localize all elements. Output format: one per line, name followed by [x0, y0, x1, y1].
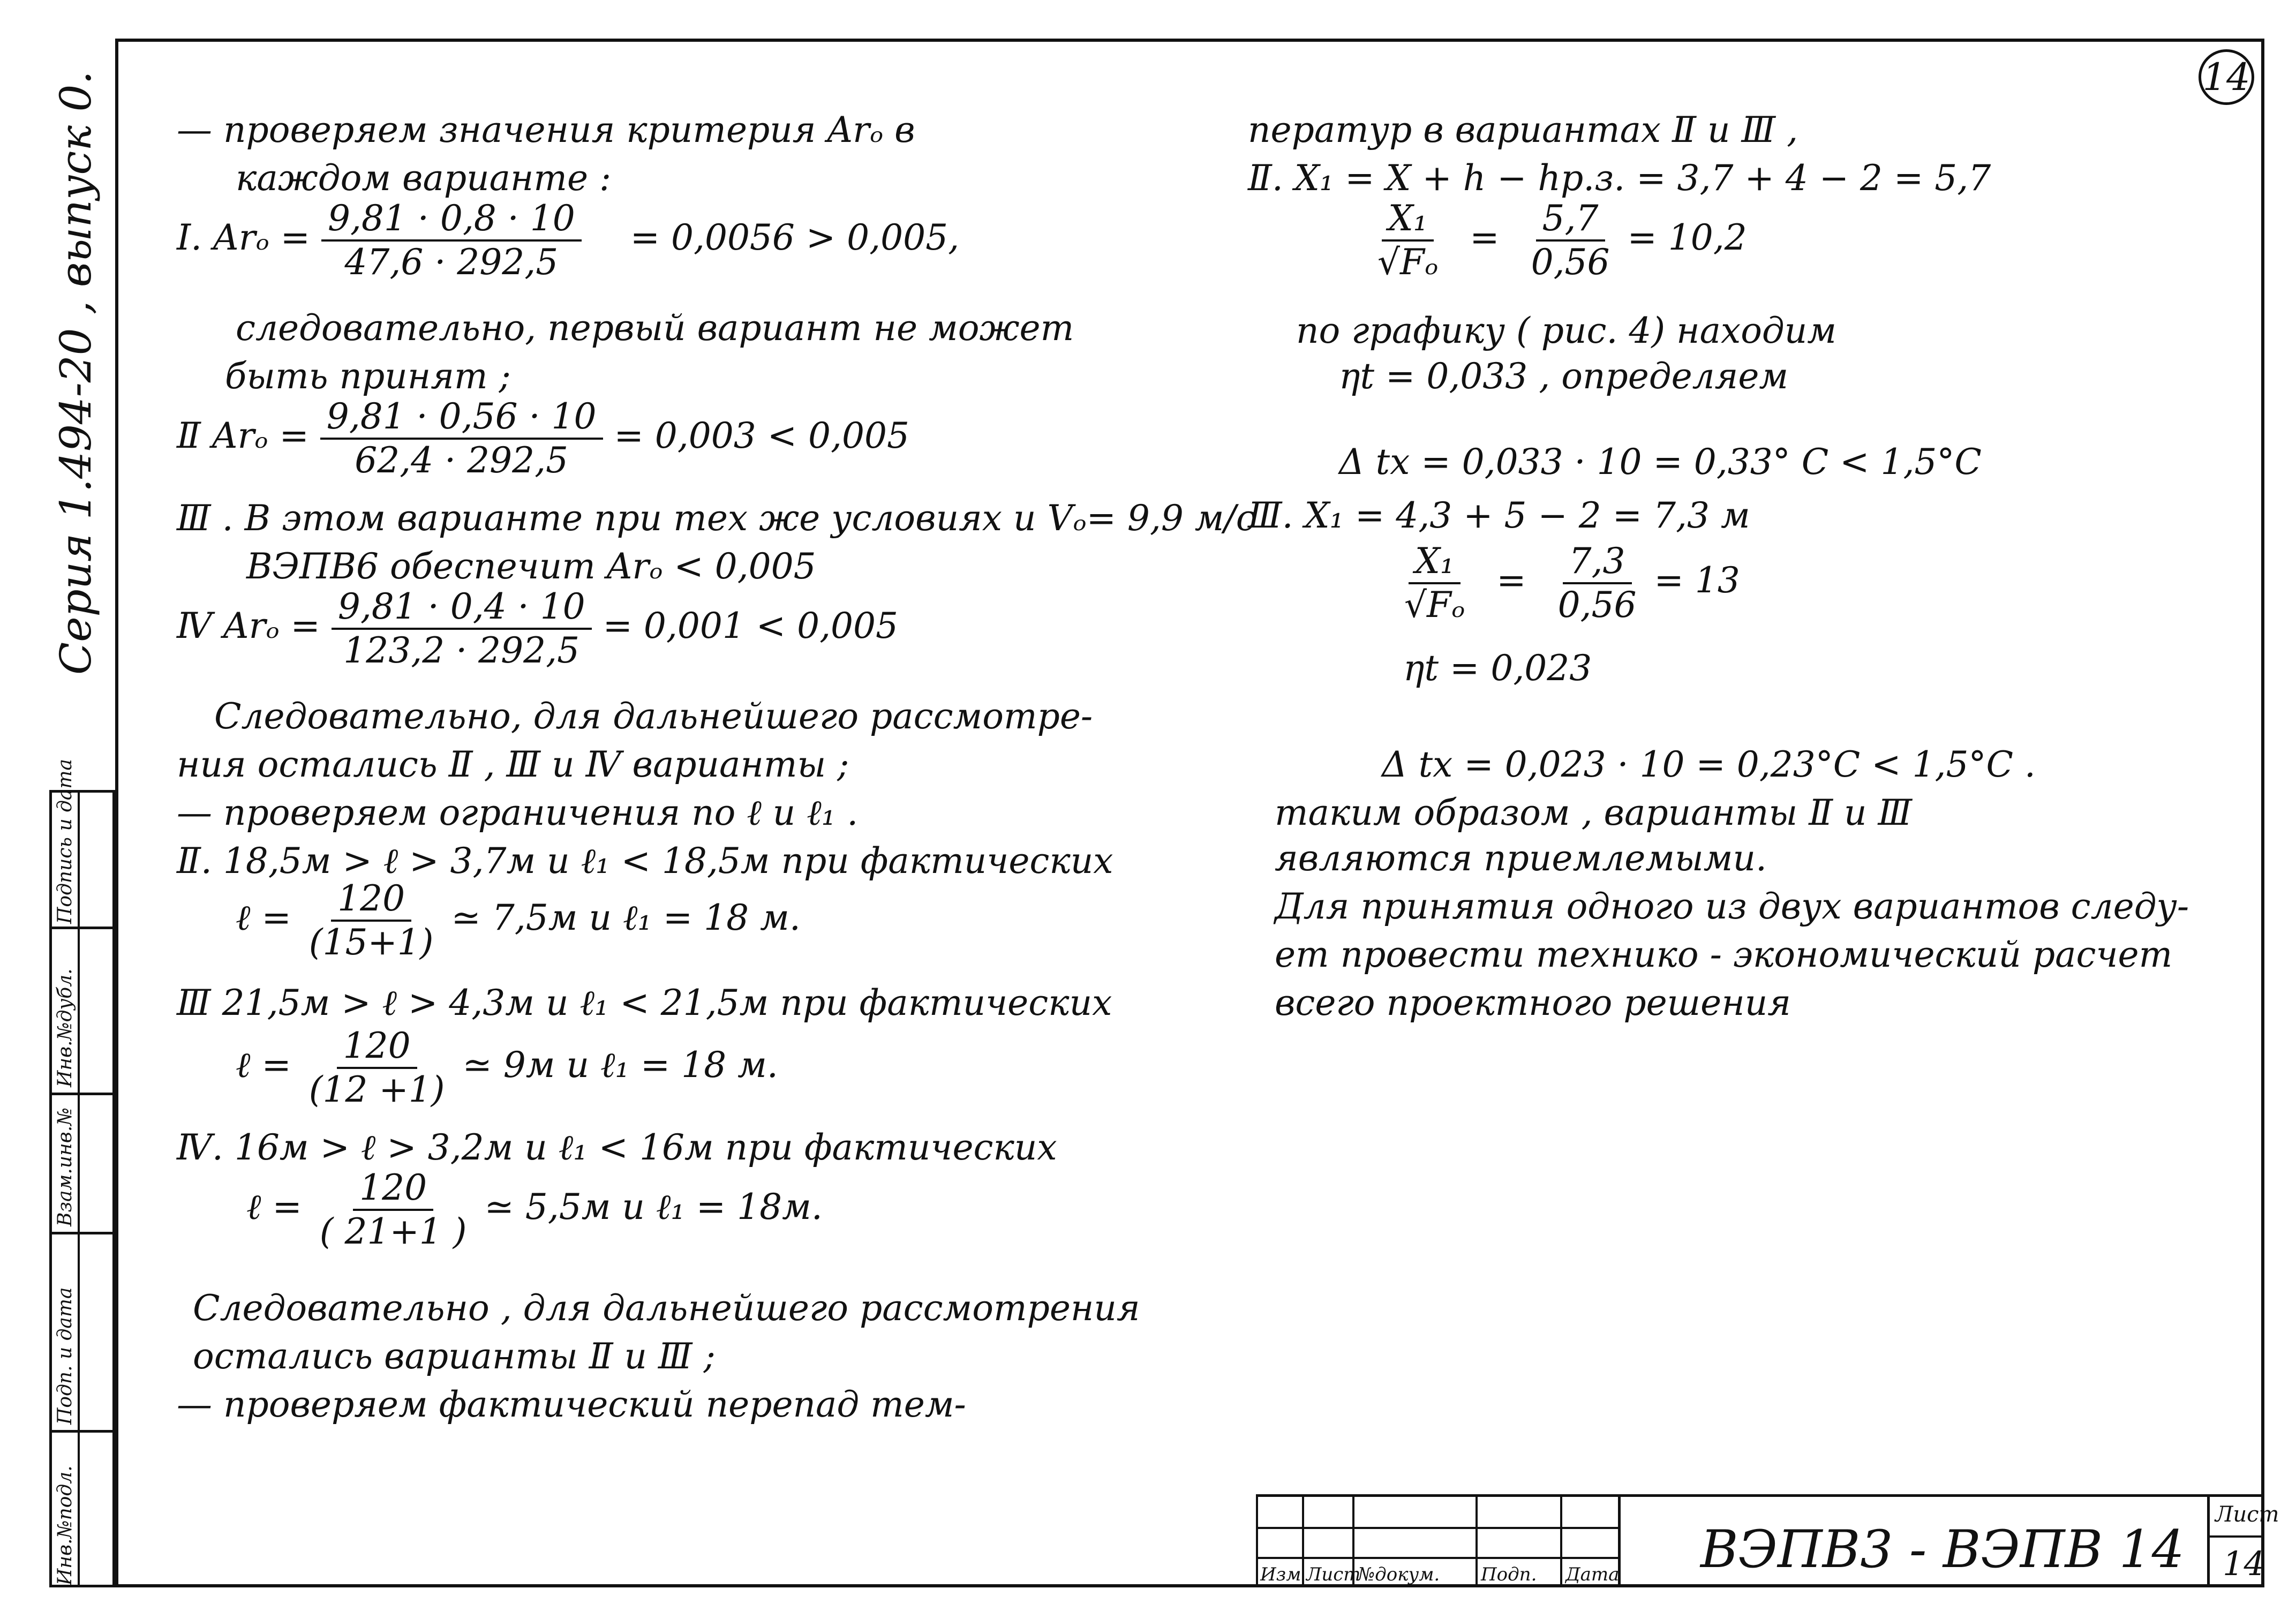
side-label-inv-dubl: Инв.№дубл.	[54, 968, 76, 1087]
fraction	[1552, 540, 1643, 626]
fraction	[321, 198, 582, 283]
fraction-numerator: 9,81 · 0,8 · 10	[321, 201, 582, 242]
formula-x-over-root-f-variant-3	[1398, 540, 1740, 626]
formula-prefix: ℓ =	[236, 897, 291, 938]
text-line: каждом варианте :	[236, 157, 612, 199]
formula-x-over-root-f-variant-2	[1371, 198, 1747, 283]
title-block-grid	[1256, 1497, 1618, 1587]
text-line: ет провести технико - экономический расчет	[1275, 934, 2173, 975]
fraction-denominator: 47,6 · 292,5	[344, 242, 559, 283]
fraction-numerator: 120	[331, 881, 411, 922]
sheet-cell-divider	[2210, 1535, 2264, 1538]
fraction	[1525, 198, 1616, 283]
text-line: Ⅲ. X₁ = 4,3 + 5 − 2 = 7,3 м	[1248, 495, 1750, 536]
fraction-denominator: 62,4 · 292,5	[355, 440, 569, 481]
text-line: — проверяем ограничения по ℓ и ℓ₁ .	[177, 792, 859, 833]
formula-l-variant-4	[246, 1167, 823, 1252]
grid-line	[1256, 1497, 1258, 1587]
text-line: ния остались Ⅱ , Ⅲ и Ⅳ варианты ;	[177, 744, 849, 785]
sheet-number-circle: 14	[2199, 49, 2254, 105]
text-line: являются приемлемыми.	[1275, 838, 1767, 879]
text-line: ВЭПВ6 обеспечит Arₒ < 0,005	[246, 546, 816, 587]
fraction-numerator: 7,3	[1563, 544, 1632, 584]
grid-line	[1256, 1557, 1618, 1559]
grid-line	[1256, 1527, 1618, 1529]
grid-line	[1476, 1497, 1478, 1587]
text-line: Ⅱ. X₁ = X + h − hр.з. = 3,7 + 4 − 2 = 5,7	[1248, 157, 1991, 199]
fraction	[303, 878, 440, 963]
side-label-podpis-data: Подпись и дата	[54, 759, 76, 924]
fraction-denominator: ( 21+1 )	[319, 1211, 467, 1252]
formula-prefix: Ⅱ Arₒ =	[177, 415, 309, 456]
text-line: ператур в вариантах Ⅱ и Ⅲ ,	[1248, 109, 1798, 150]
stamp-header-data: Дата	[1565, 1564, 1620, 1585]
text-line: ηt = 0,023	[1403, 647, 1592, 689]
text-line: ηt = 0,033 , определяем	[1339, 356, 1789, 397]
formula-equals: =	[1496, 560, 1526, 601]
fraction-numerator: 5,7	[1536, 201, 1605, 242]
fraction	[313, 1167, 473, 1252]
text-line: Δ tx = 0,023 · 10 = 0,23°C < 1,5°C .	[1382, 744, 2036, 785]
fraction	[303, 1025, 451, 1110]
text-line: — проверяем значения критерия Arₒ в	[177, 109, 915, 150]
fraction-numerator: X₁	[1409, 544, 1461, 584]
fraction-numerator: 120	[337, 1028, 417, 1069]
title-block-divider	[1618, 1497, 1621, 1587]
side-stamp-strip	[49, 759, 115, 1587]
fraction-denominator: 0,56	[1557, 584, 1637, 626]
side-label-podp-data: Подп. и дата	[54, 1287, 76, 1425]
formula-equals: =	[1470, 217, 1500, 258]
formula-result: = 13	[1654, 560, 1740, 601]
text-line: всего проектного решения	[1275, 982, 1791, 1023]
fraction-denominator: 123,2 · 292,5	[343, 630, 580, 671]
formula-ar-variant-2	[177, 396, 909, 481]
grid-line	[1560, 1497, 1562, 1587]
left-column	[177, 107, 1256, 1478]
formula-result: ≃ 9м и ℓ₁ = 18 м.	[462, 1044, 778, 1086]
formula-result: = 0,001 < 0,005	[603, 605, 899, 646]
formula-result: = 0,003 < 0,005	[614, 415, 909, 456]
fraction-denominator: 0,56	[1531, 242, 1610, 283]
text-line: Следовательно, для дальнейшего рассмотре-	[214, 696, 1093, 737]
right-column	[1248, 107, 2244, 1071]
text-line: Ⅳ. 16м > ℓ > 3,2м и ℓ₁ < 16м при фактических	[177, 1127, 1057, 1168]
formula-prefix: ℓ =	[246, 1186, 302, 1228]
formula-ar-variant-1	[177, 198, 960, 283]
fraction	[1398, 540, 1471, 626]
formula-result: = 10,2	[1627, 217, 1747, 258]
fraction	[332, 586, 592, 671]
side-series-label: Серия 1.494-20 , выпуск 0.	[51, 71, 101, 675]
text-line: Δ tx = 0,033 · 10 = 0,33° C < 1,5°C	[1339, 441, 1982, 483]
stamp-header-dokum: №докум.	[1358, 1564, 1440, 1585]
fraction-numerator: 9,81 · 0,56 · 10	[320, 399, 603, 440]
fraction-denominator: √Fₒ	[1377, 242, 1439, 283]
fraction-numerator: 120	[353, 1170, 433, 1211]
stamp-header-list: Лист	[1306, 1564, 1361, 1585]
stamp-header-izm: Изм	[1260, 1564, 1301, 1585]
formula-l-variant-2	[236, 878, 801, 963]
sheet-cell	[2207, 1497, 2279, 1587]
formula-prefix: Ⅰ. Arₒ =	[177, 217, 310, 258]
side-cell-line	[52, 1232, 112, 1234]
text-line: Ⅱ. 18,5м > ℓ > 3,7м и ℓ₁ < 18,5м при фактических	[177, 840, 1113, 882]
text-line: Ⅲ 21,5м > ℓ > 4,3м и ℓ₁ < 21,5м при фактических	[177, 982, 1112, 1023]
side-label-vzam-inv: Взам.инв.№	[54, 1107, 76, 1226]
formula-ar-variant-4	[177, 586, 899, 671]
formula-prefix: ℓ =	[236, 1044, 291, 1086]
stamp-header-podp: Подп.	[1481, 1564, 1537, 1585]
text-line: быть принят ;	[225, 356, 511, 397]
sheet-label: Лист	[2215, 1502, 2279, 1527]
fraction-numerator: 9,81 · 0,4 · 10	[332, 589, 592, 630]
side-cell-line	[52, 927, 112, 929]
sheet-value: 14	[2223, 1544, 2265, 1583]
text-line: по графику ( рис. 4) находим	[1296, 310, 1836, 351]
fraction-denominator: √Fₒ	[1404, 584, 1465, 626]
text-line: Ⅲ . В этом варианте при тех же условиях и Vₒ= 9,9 м/с	[177, 498, 1256, 539]
fraction-denominator: (12 +1)	[308, 1069, 445, 1110]
grid-line	[1302, 1497, 1304, 1587]
formula-result: = 0,0056 > 0,005,	[630, 217, 960, 258]
side-cell-line	[52, 1430, 112, 1433]
formula-l-variant-3	[236, 1025, 778, 1110]
text-line: следовательно, первый вариант не может	[236, 307, 1074, 349]
fraction-denominator: (15+1)	[308, 922, 434, 963]
side-strip-divider	[78, 793, 80, 1585]
fraction	[320, 396, 603, 481]
side-cell-line	[52, 1093, 112, 1095]
text-line: — проверяем фактический перепад тем-	[177, 1384, 966, 1425]
formula-result: ≃ 5,5м и ℓ₁ = 18м.	[484, 1186, 823, 1228]
side-label-inv-podl: Инв.№подл.	[54, 1465, 76, 1585]
text-line: Следовательно , для дальнейшего рассмотрения	[193, 1287, 1140, 1329]
formula-result: ≃ 7,5м и ℓ₁ = 18 м.	[451, 897, 801, 938]
text-line: остались варианты Ⅱ и Ⅲ ;	[193, 1336, 716, 1377]
formula-prefix: Ⅳ Arₒ =	[177, 605, 320, 646]
document-code: ВЭПВ3 - ВЭПВ 14	[1700, 1519, 2185, 1579]
fraction-numerator: X₁	[1382, 201, 1434, 242]
text-line: Для принятия одного из двух вариантов следу-	[1275, 886, 2189, 927]
title-block	[1256, 1494, 2279, 1587]
text-line: таким образом , варианты Ⅱ и Ⅲ	[1275, 792, 1913, 833]
fraction	[1371, 198, 1444, 283]
